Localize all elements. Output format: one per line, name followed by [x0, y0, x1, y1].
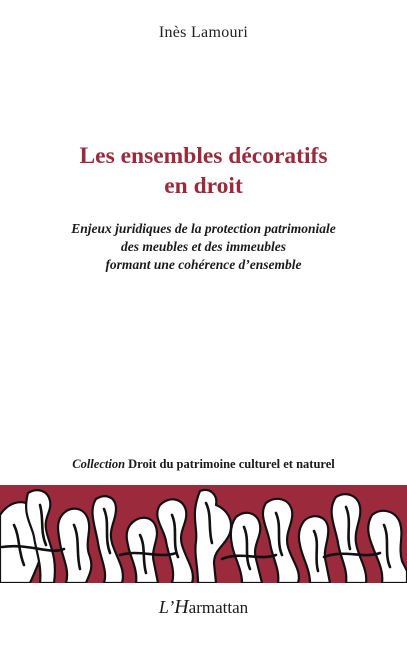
figure-shape — [299, 516, 330, 583]
collection-name: Droit du patrimoine culturel et naturel — [128, 457, 335, 471]
collection-label: Collection — [72, 457, 126, 471]
subtitle-line-3: formant une cohérence d’ensemble — [105, 257, 302, 272]
publisher-prefix: L’ — [158, 597, 175, 617]
book-subtitle — [0, 220, 407, 274]
title-line-1: Les ensembles décoratifs — [79, 143, 328, 169]
collection-line — [0, 457, 407, 472]
author-name: Inès Lamouri — [158, 24, 249, 41]
publisher-initial: H — [174, 596, 189, 618]
cover-artwork-band — [0, 485, 407, 583]
brush-stroke — [120, 553, 176, 555]
figure-shape — [263, 499, 299, 583]
book-title — [0, 141, 407, 201]
dancing-figures-illustration — [0, 485, 407, 583]
publisher-logo — [0, 596, 407, 619]
publisher-rest: armattan — [188, 598, 249, 617]
figure-shape — [195, 490, 231, 583]
subtitle-line-1: Enjeux juridiques de la protection patrimoniale — [71, 221, 336, 236]
figure-shape — [58, 509, 91, 583]
title-line-2: en droit — [164, 173, 243, 199]
subtitle-line-2: des meubles et des immeubles — [121, 239, 286, 254]
